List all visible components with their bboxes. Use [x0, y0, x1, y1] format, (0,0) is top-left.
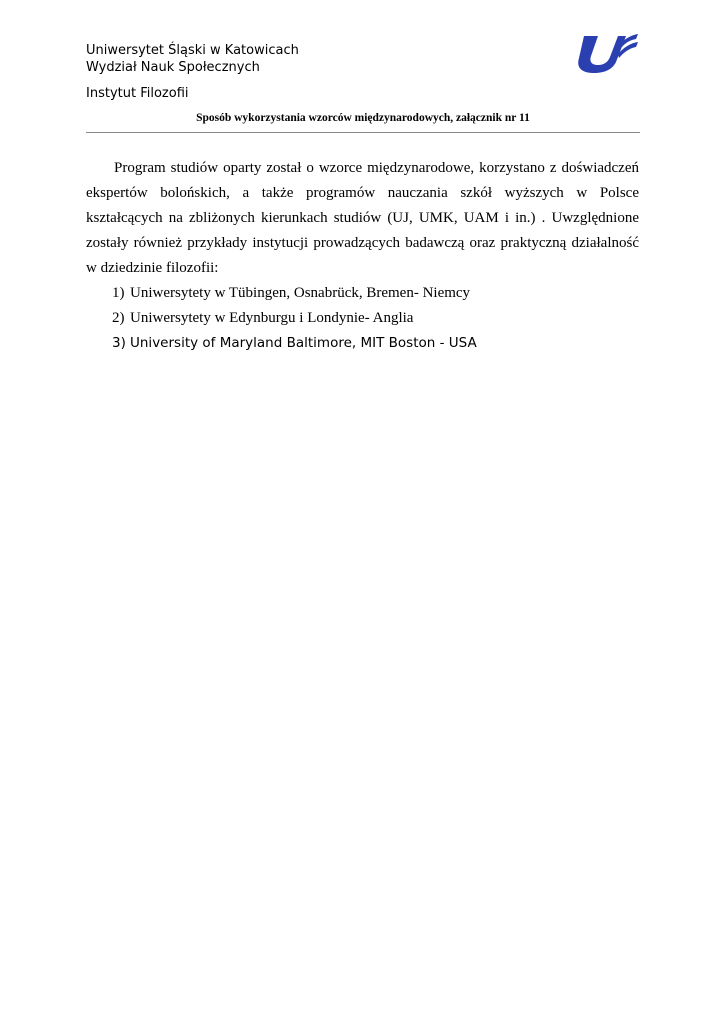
- list-item-number: 3): [112, 335, 126, 351]
- header-divider: [86, 132, 640, 133]
- list-item: [86, 306, 639, 331]
- list-item: [86, 281, 639, 306]
- document-subtitle: Sposób wykorzystania wzorców międzynarodowych, załącznik nr 11: [196, 112, 530, 124]
- institute-name: Instytut Filozofii: [86, 86, 189, 101]
- list-item-text: Uniwersytety w Edynburgu i Londynie- Anglia: [130, 310, 414, 326]
- list-item-number: 2): [112, 310, 125, 326]
- list-item: [86, 331, 639, 356]
- university-name: Uniwersytet Śląski w Katowicach: [86, 43, 299, 58]
- list-item-number: 1): [112, 285, 125, 301]
- faculty-name: Wydział Nauk Społecznych: [86, 60, 260, 75]
- list-item-text: Uniwersytety w Tübingen, Osnabrück, Bremen- Niemcy: [130, 285, 471, 301]
- body-paragraph: Program studiów oparty został o wzorce międzynarodowe, korzystano z doświadczeń ekspertów bolońskich, a także programów nauczania szkół wyższych w Polsce kształcących na zbliżonych kierunkach studiów (UJ, UMK, UAM i in.) . Uwzględnione zostały również przykłady instytucji prowadzących badawczą oraz praktyczną działalność w dziedzinie filozofii:: [86, 160, 639, 276]
- list-item-text: University of Maryland Baltimore, MIT Boston - USA: [130, 335, 477, 351]
- institution-list: [86, 281, 639, 356]
- university-logo-icon: [574, 30, 640, 74]
- page-header: [86, 42, 640, 102]
